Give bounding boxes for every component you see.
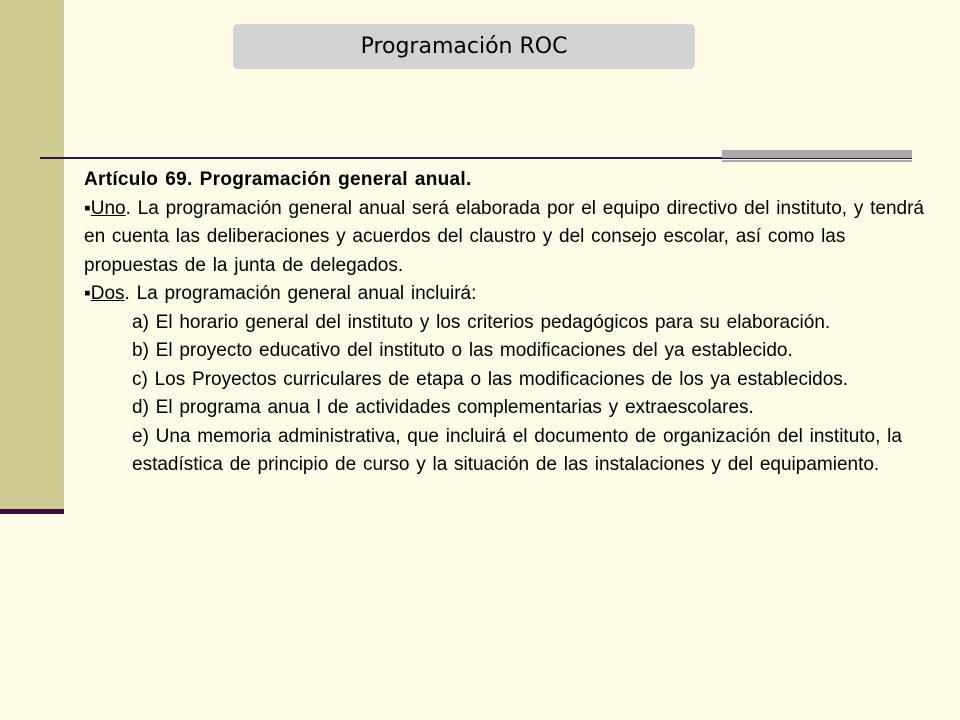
text-dos: . La programación general anual incluirá:	[124, 283, 477, 304]
slide-title: Programación ROC	[360, 34, 568, 59]
text-uno: . La programación general anual será elaborada por el equipo directivo del instituto, y tendrá en cuenta las deliberaciones y acuerdos del claustro y del consejo escolar, así como las propuestas de la junta de delegados.	[84, 197, 924, 276]
list-item-e: e) Una memoria administrativa, que incluirá el documento de organización del instituto, la estadística de principio de curso y la situación de las instalaciones y del equipamiento.	[132, 425, 902, 475]
list-item-a: a) El horario general del instituto y los criterios pedagógicos para su elaboración.	[132, 311, 831, 333]
list-item-c: c) Los Proyectos curriculares de etapa o las modificaciones de los ya establecidos.	[132, 368, 849, 390]
header-gray-bar	[722, 150, 912, 158]
list-item-d: d) El programa anua l de actividades complementarias y extraescolares.	[132, 397, 754, 418]
bullet-square-icon	[84, 283, 91, 304]
left-decorative-band	[0, 0, 64, 512]
label-uno: Uno	[90, 197, 126, 219]
slide-title-box	[233, 24, 695, 69]
paragraph-uno	[84, 195, 934, 281]
header-gray-bar-bottom	[722, 160, 912, 162]
article-heading: Artículo 69. Programación general anual.	[84, 169, 472, 190]
bullet-square-icon	[84, 198, 91, 219]
label-dos: Dos	[90, 283, 125, 304]
left-band-rule	[0, 509, 64, 514]
list-item-b: b) El proyecto educativo del instituto o las modificaciones del ya establecido.	[132, 340, 793, 361]
paragraph-dos	[84, 280, 934, 309]
slide-body	[84, 166, 934, 480]
